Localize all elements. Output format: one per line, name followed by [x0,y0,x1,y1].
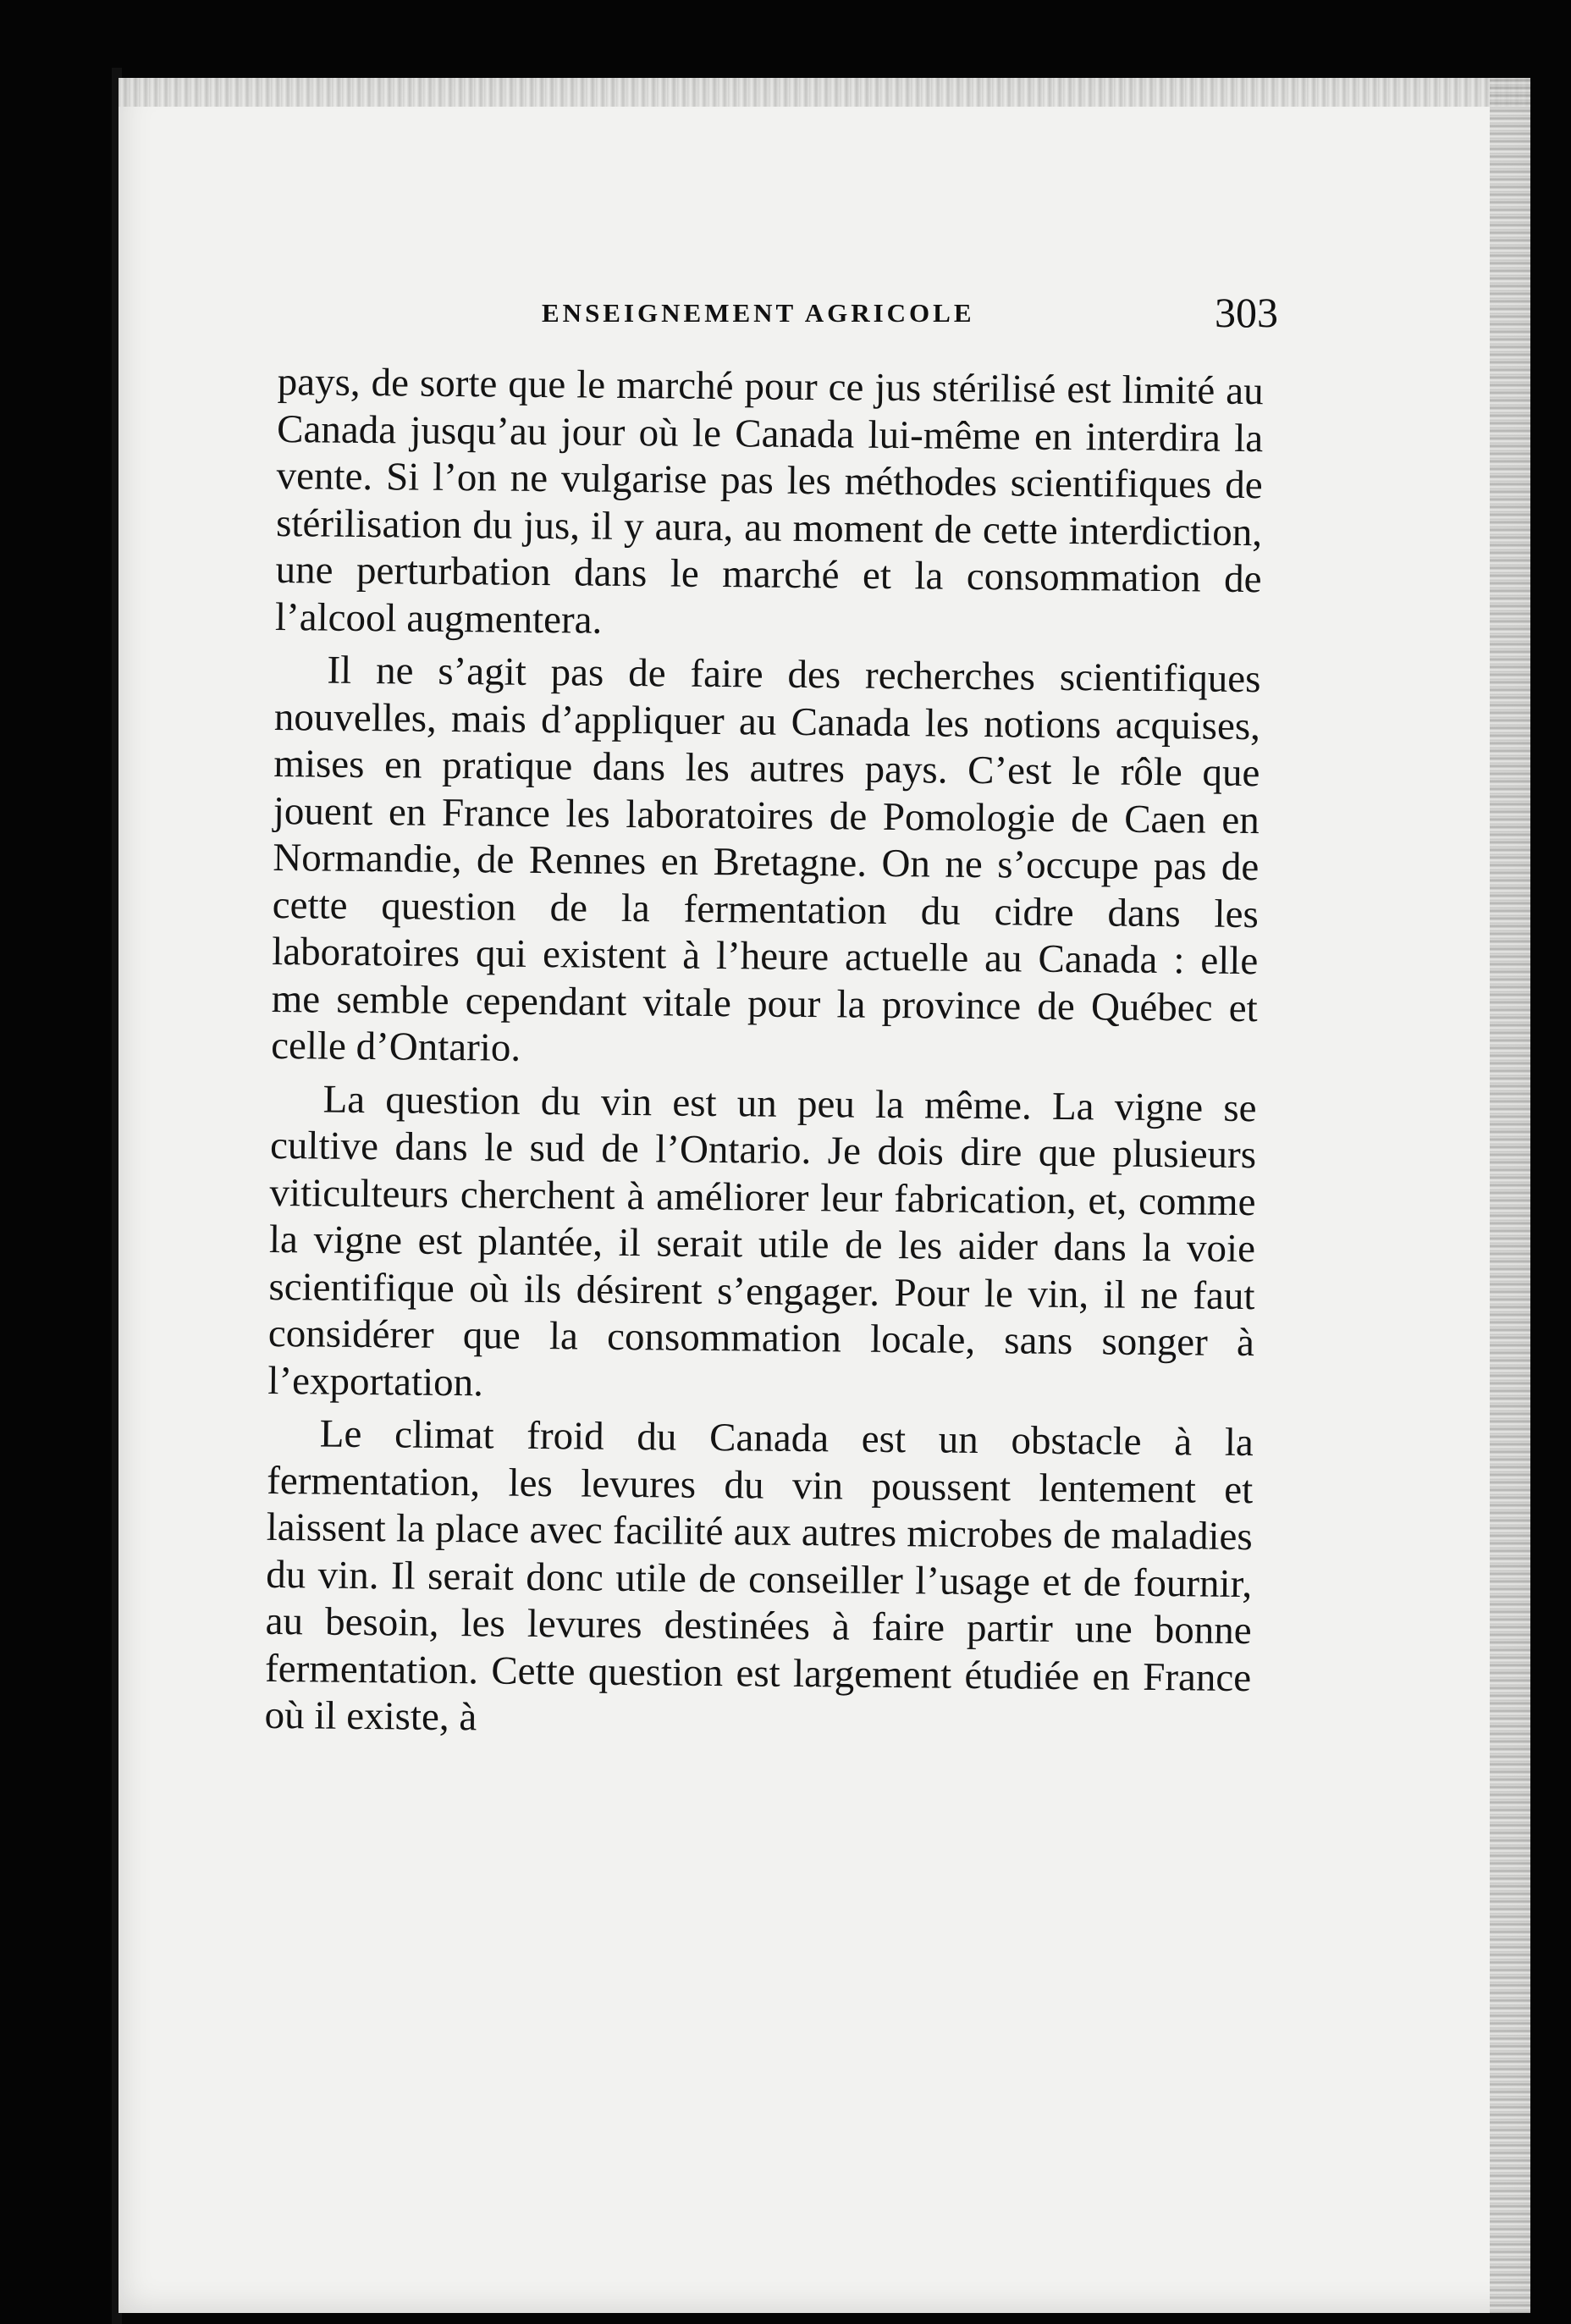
paragraph-3: La question du vin est un peu la même. La vigne se cultive dans le sud de l’Ontario. Je dois dire que plusieurs viticulteurs cherchent à améliorer leur fabrication, et, comme la vigne est plantée, il serait utile de les aider dans la voie scientifique où ils désirent s’engager. Pour le vin, il ne faut considérer que la consommation locale, sans songer à l’exportation. [267,1077,1257,1405]
page-header [542,288,1278,356]
paragraph-4: Le climat froid du Canada est un obstacle à la fermentation, les levures du vin poussent lentement et laissent la place avec facilité aux autres microbes de maladies du vin. Il serait donc utile de conseiller l’usage et de fournir, au besoin, les levures destinées à faire partir une bonne fermentation. Cette question est largement étudiée en France où il existe, à [264,1411,1254,1740]
paragraph-1: pays, de sorte que le marché pour ce jus stérilisé est limité au Canada jusqu’au jour où le Canada lui-même en interdira la vente. Si l’on ne vulgarise pas les méthodes scientifiques de stérilisation du jus, il y aura, au moment de cette interdiction, une perturbation dans le marché et la consommation de l’alcool augmentera. [274,359,1264,643]
paragraph-2: Il ne s’agit pas de faire des recherches scientifiques nouvelles, mais d’appliquer au Canada les notions acquises, mises en pratique dans les autres pays. C’est le rôle que jouent en France les laboratoires de Pomologie de Caen en Normandie, de Rennes en Bretagne. On ne s’occupe pas de cette question de la fermentation du cidre dans les laboratoires qui existent à l’heure actuelle au Canada : elle me semble cependant vitale pour la province de Québec et celle d’Ontario. [270,648,1261,1070]
body-text [264,359,1264,1755]
page-number: 303 [1215,289,1278,336]
page-right-edge [1490,78,1530,2313]
page-top-edge [119,78,1530,107]
running-head: ENSEIGNEMENT AGRICOLE [542,298,975,328]
